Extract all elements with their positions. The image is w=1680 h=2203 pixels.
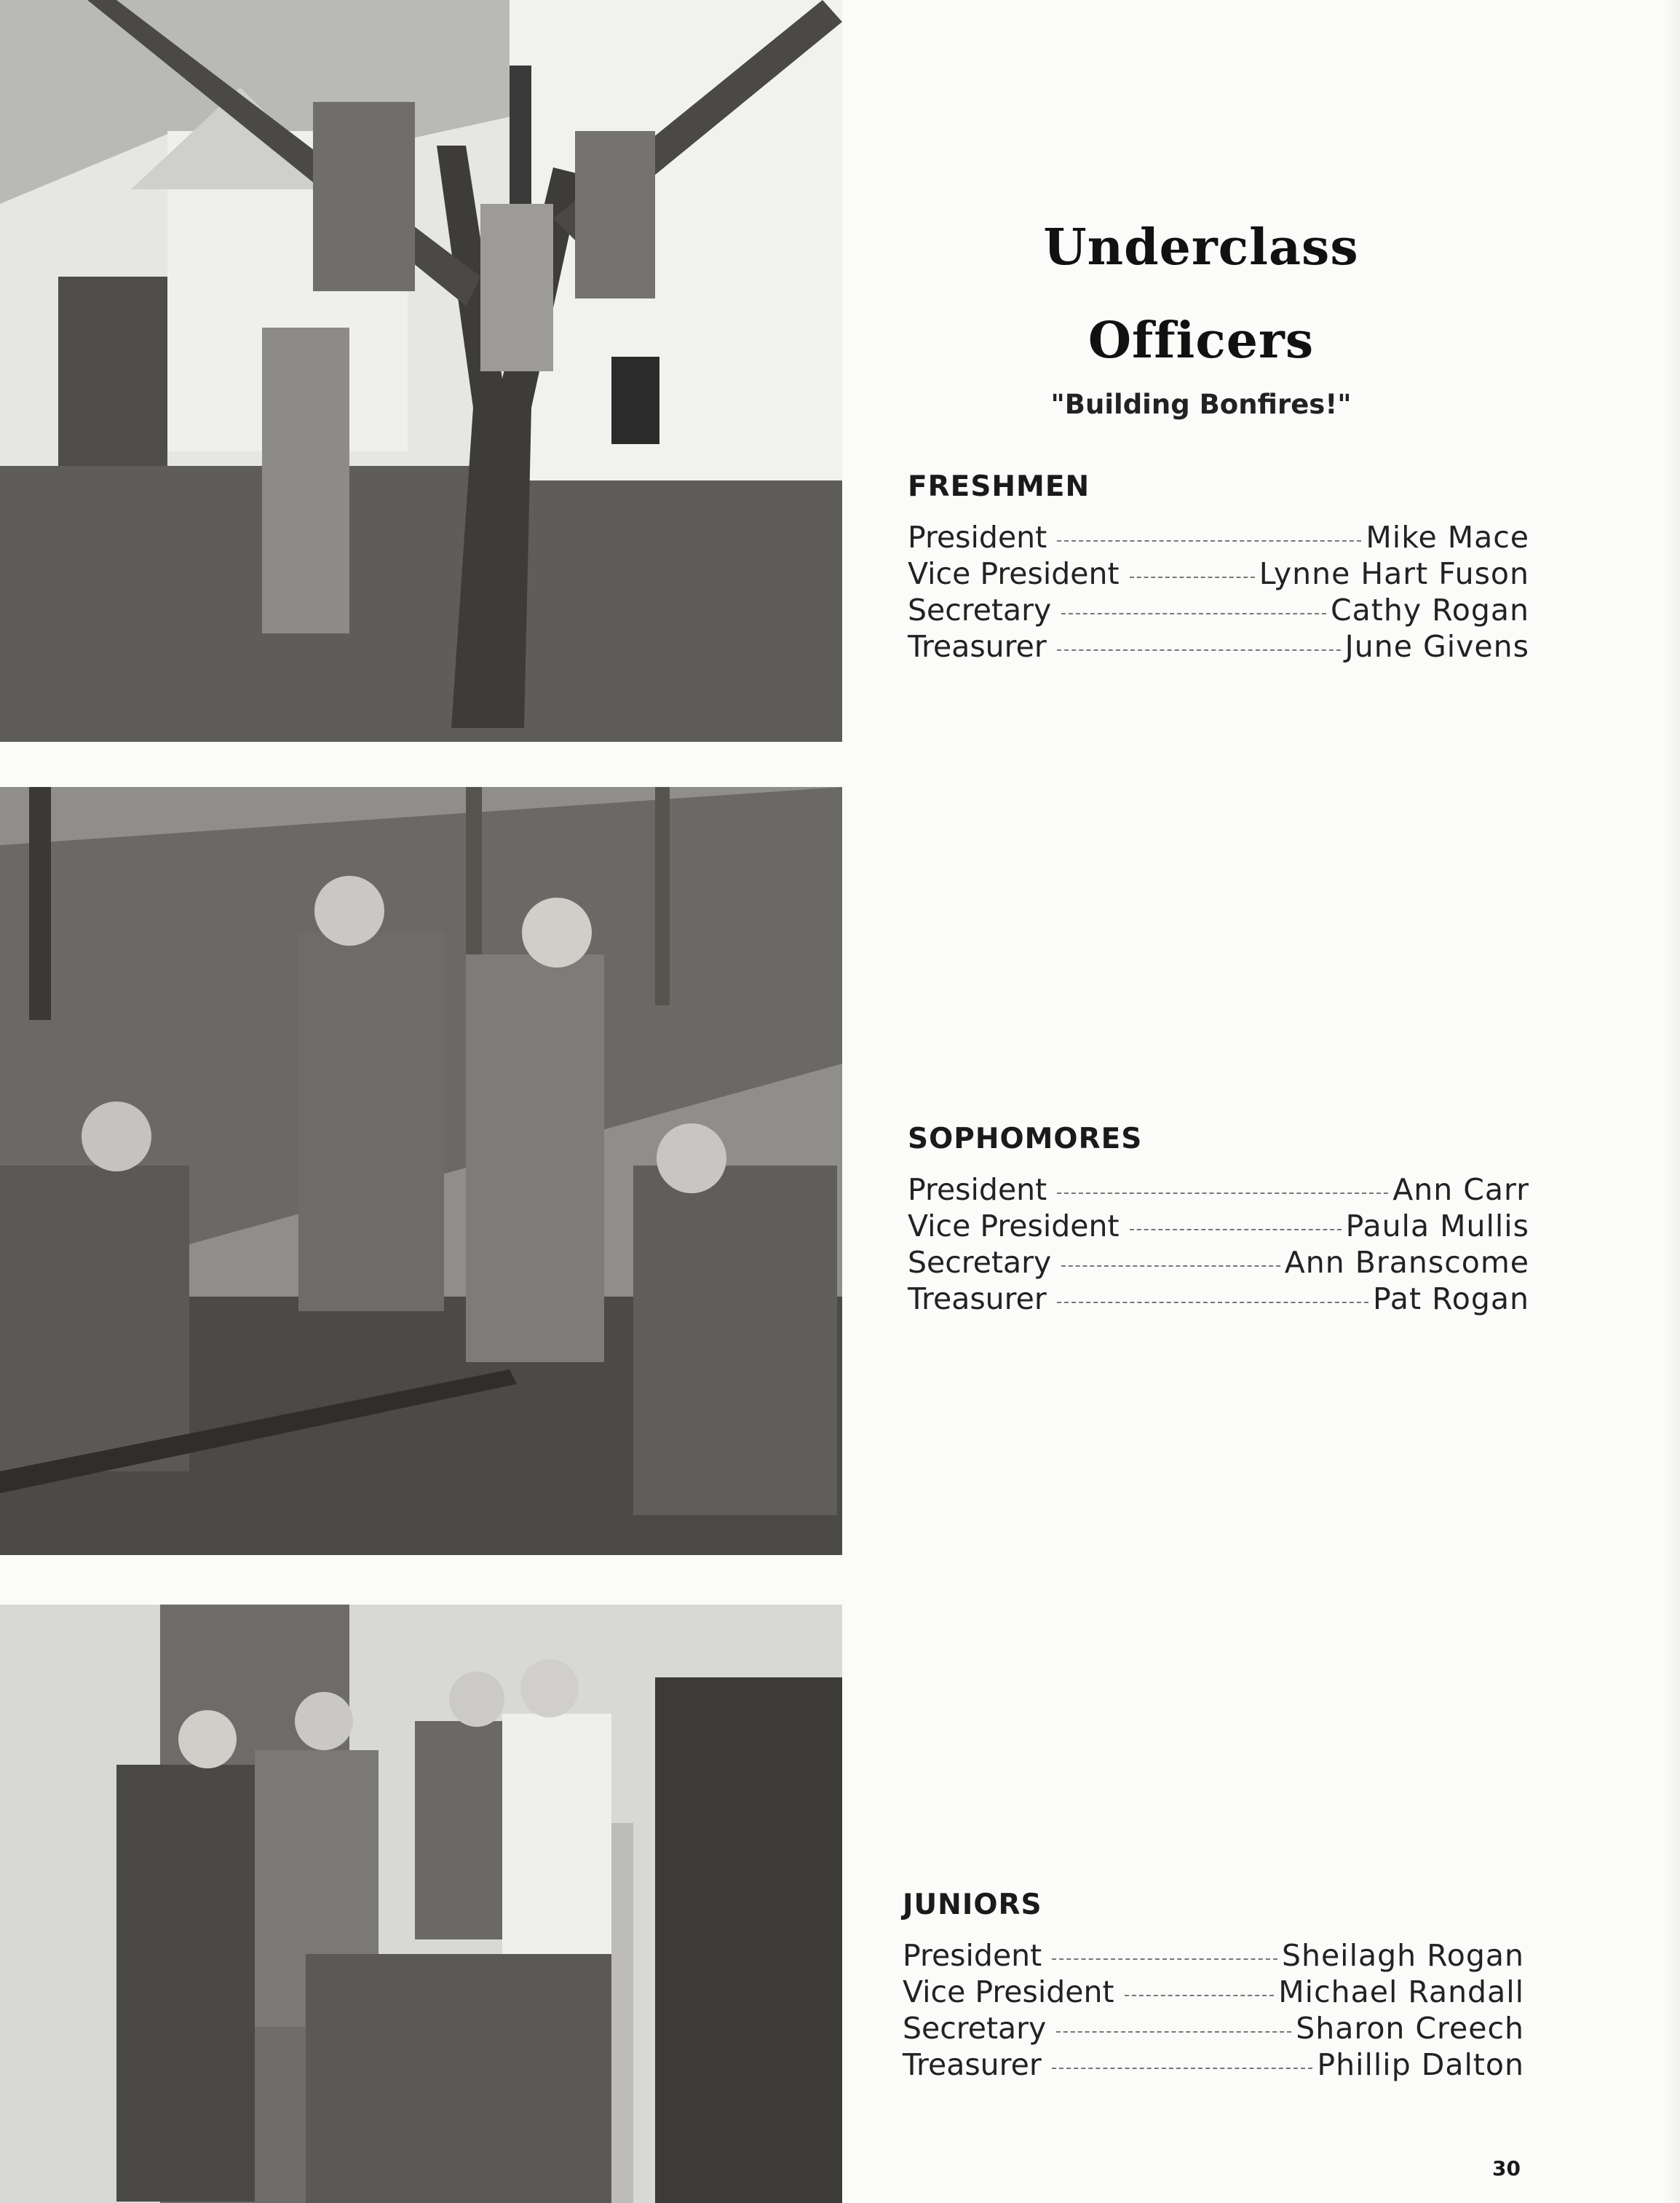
officer-name: Phillip Dalton xyxy=(1317,2047,1524,2082)
dotted-leader xyxy=(1057,649,1341,651)
dotted-leader xyxy=(1125,1995,1275,1996)
dotted-leader xyxy=(1057,540,1361,542)
officer-name: Pat Rogan xyxy=(1373,1281,1529,1316)
dotted-leader xyxy=(1061,1265,1280,1267)
page-number: 30 xyxy=(1492,2156,1521,2180)
officer-name: June Givens xyxy=(1344,629,1529,664)
dotted-leader xyxy=(1052,2068,1313,2069)
section-heading: SOPHOMORES xyxy=(908,1123,1143,1155)
officer-role: Vice President xyxy=(908,556,1120,591)
officer-row xyxy=(908,1244,1529,1281)
officer-role: Treasurer xyxy=(903,2047,1042,2082)
photo-junior-officers xyxy=(0,1605,842,2203)
officer-row xyxy=(908,1171,1529,1208)
officer-row xyxy=(903,1974,1524,2010)
freshmen-section xyxy=(908,470,1529,665)
officer-role: President xyxy=(903,1938,1042,1973)
dotted-leader xyxy=(1052,1958,1277,1960)
dotted-leader xyxy=(1130,1229,1342,1230)
officer-role: Secretary xyxy=(908,593,1052,628)
page-subtitle: "Building Bonfires!" xyxy=(1050,389,1352,420)
officer-row xyxy=(903,2010,1524,2046)
page-title-line-2: Officers xyxy=(1087,312,1315,370)
officer-name: Sheilagh Rogan xyxy=(1281,1938,1524,1973)
officer-row xyxy=(908,1281,1529,1317)
officer-role: Secretary xyxy=(908,1245,1052,1280)
officer-name: Sharon Creech xyxy=(1296,2011,1524,2046)
officer-role: Secretary xyxy=(903,2011,1047,2046)
officer-name: Lynne Hart Fuson xyxy=(1259,556,1529,591)
officer-role: Treasurer xyxy=(908,629,1047,664)
section-heading: JUNIORS xyxy=(903,1888,1042,1921)
officer-role: Vice President xyxy=(903,1974,1114,2009)
officer-row xyxy=(903,1937,1524,1974)
photo-logs-group-icon xyxy=(0,1605,842,2203)
officer-role: Vice President xyxy=(908,1209,1120,1243)
officer-row xyxy=(903,2046,1524,2083)
officer-row xyxy=(908,592,1529,628)
page-edge xyxy=(1663,0,1680,2203)
officer-role: President xyxy=(908,1172,1047,1207)
juniors-section xyxy=(903,1888,1524,2083)
officer-row xyxy=(908,555,1529,592)
officer-role: President xyxy=(908,520,1047,555)
officer-row xyxy=(908,519,1529,555)
dotted-leader xyxy=(1056,2031,1291,2033)
page-title-line-1: Underclass xyxy=(1043,218,1359,277)
dotted-leader xyxy=(1057,1193,1388,1194)
section-heading: FRESHMEN xyxy=(908,470,1090,503)
officer-row xyxy=(908,1208,1529,1244)
officer-name: Paula Mullis xyxy=(1345,1209,1529,1243)
dotted-leader xyxy=(1061,613,1326,614)
photo-freshmen-officers xyxy=(0,0,842,742)
photo-sophomore-officers xyxy=(0,787,842,1555)
photo-trees-church-icon xyxy=(0,0,842,742)
officer-name: Ann Carr xyxy=(1392,1172,1529,1207)
officer-name: Mike Mace xyxy=(1366,520,1529,555)
officer-name: Ann Branscome xyxy=(1284,1245,1529,1280)
officer-name: Cathy Rogan xyxy=(1331,593,1529,628)
dotted-leader xyxy=(1130,577,1255,578)
officer-name: Michael Randall xyxy=(1278,1974,1524,2009)
dotted-leader xyxy=(1057,1302,1368,1303)
sophomores-section xyxy=(908,1123,1529,1317)
officer-row xyxy=(908,628,1529,665)
officer-role: Treasurer xyxy=(908,1281,1047,1316)
photo-hillside-group-icon xyxy=(0,787,842,1555)
